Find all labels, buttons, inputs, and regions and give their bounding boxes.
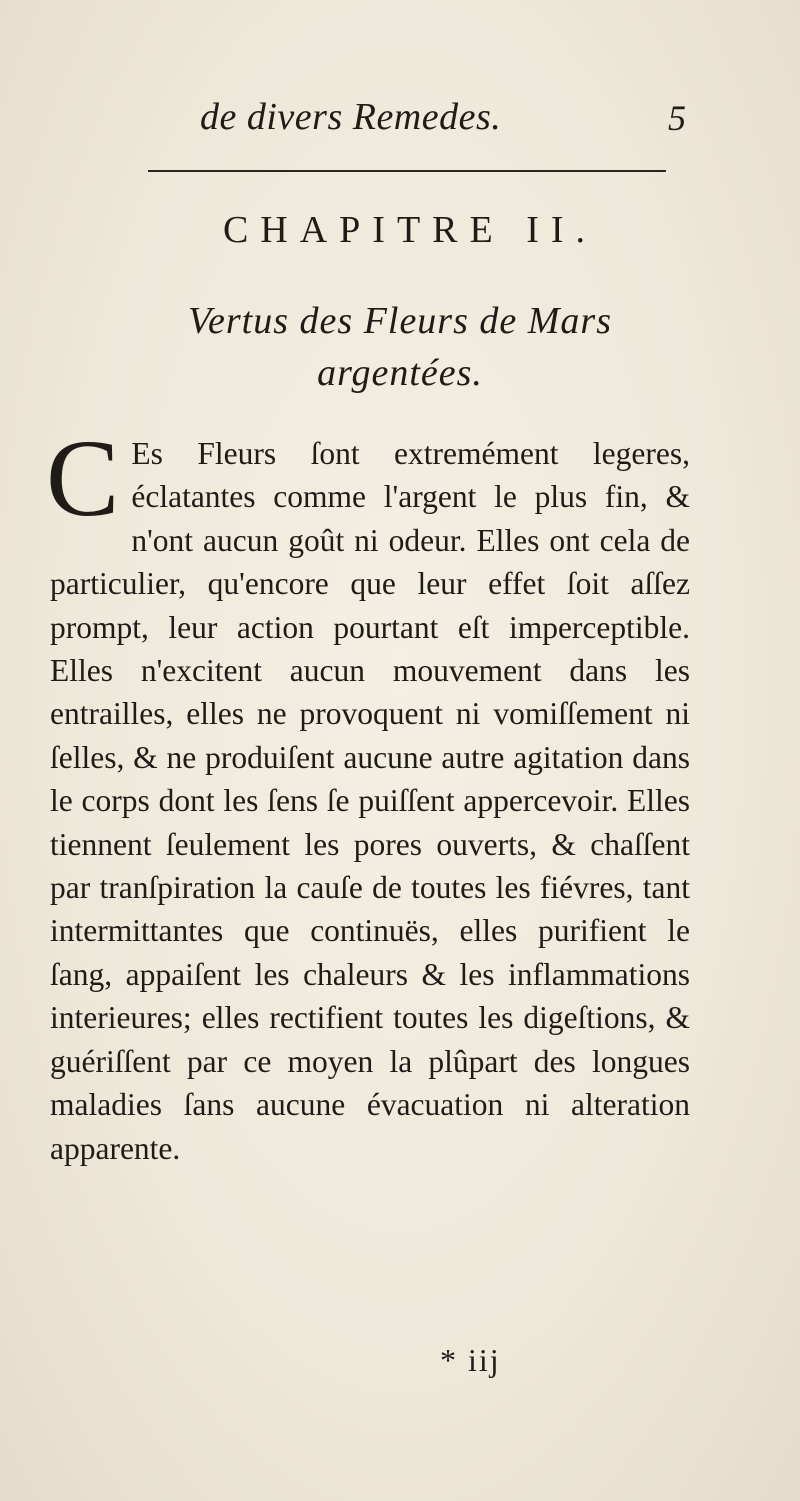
signature-mark: * iij: [440, 1342, 501, 1378]
drop-cap: C: [46, 417, 120, 539]
header-rule: [148, 170, 666, 172]
running-title: de divers Remedes.: [200, 96, 502, 138]
section-title: [0, 295, 800, 399]
running-head: [0, 95, 800, 145]
page-number: 5: [668, 98, 686, 138]
chapter-heading: CHAPITRE II.: [222, 209, 598, 251]
section-title-line-1: Vertus des Fleurs de Mars: [188, 300, 612, 342]
body-paragraph: [46, 417, 690, 1170]
body-paragraph-text: Es Fleurs ſont extremément legeres, éclatantes comme l'argent le plus fin, & n'ont aucun goût ni odeur. Elles ont cela de particulier, qu'encore que leur effet ſoit aſſez prompt, leur action pourtant eſt imperceptible. Elles n'excitent aucun mouvement dans les entrailles, elles ne provoquent ni vomiſſement ni ſelles, & ne produiſent aucune autre agitation dans le corps dont les ſens ſe puiſſent appercevoir. Elles tiennent ſeulement les pores ouverts, & chaſſent par tranſpiration la cauſe de toutes les fiévres, tant intermittantes que continuës, elles purifient le ſang, appaiſent les chaleurs & les inflammations interieures; elles rectifient toutes les digeſtions, & guériſſent par ce moyen la plûpart des longues maladies ſans aucune évacuation ni alteration apparente.: [50, 436, 690, 1166]
section-title-line-2: argentées.: [317, 352, 483, 394]
